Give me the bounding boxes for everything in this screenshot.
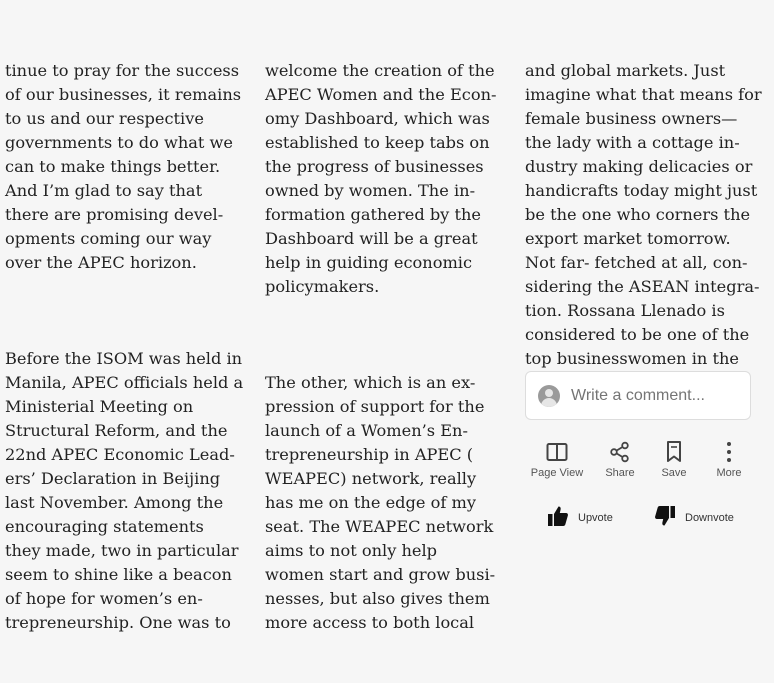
save-label: Save — [661, 467, 687, 479]
downvote-label: Downvote — [685, 511, 734, 524]
paragraph: The other, which is an ex- pression of support for the launch of a Women’s En- trepreneurship in APEC ( WEAPEC) network, really has me on the edge of my seat. The WEAPEC network aims to not only help women start and grow busi- nesses, but also gives them more access to both local — [265, 373, 496, 632]
action-bar — [525, 439, 755, 483]
comment-placeholder: Write a comment... — [571, 386, 705, 404]
avatar — [538, 385, 560, 407]
more-vertical-icon — [697, 439, 761, 465]
article-column-1 — [5, 11, 244, 683]
comment-input[interactable] — [525, 371, 751, 420]
paragraph: tinue to pray for the success of our businesses, it remains to us and our respective governments to do what we can to make things better. And I’m glad to say that there are promising devel- opments coming our way over the APEC horizon. — [5, 61, 242, 272]
more-button[interactable] — [697, 439, 761, 479]
paragraph: and global markets. Just imagine what that means for female business owners— the lady with a cottage in- dustry making delicacies or handicrafts today might just be the one who corners the export market tomorrow. Not far- fetched at all, con- sidering the ASEAN integra- tion. Rossana Llenado is considered to be one of the top businesswomen in the — [525, 61, 762, 368]
paragraph: welcome the creation of the APEC Women and the Econ- omy Dashboard, which was established to keep tabs on the progress of businesses owned by women. The in- formation gathered by the Dashboard will be a great help in guiding economic policymakers. — [265, 61, 497, 296]
paragraph: Before the ISOM was held in Manila, APEC officials held a Ministerial Meeting on Structural Reform, and the 22nd APEC Economic Lead- ers’ Declaration in Beijing last November. Among the encouraging statements they made, two in particular seem to shine like a beacon of hope for women’s en- trepreneurship. One was to — [5, 349, 244, 632]
downvote-button[interactable] — [654, 505, 734, 530]
thumbs-down-icon — [654, 505, 676, 530]
upvote-label: Upvote — [578, 511, 613, 524]
article-column-2 — [265, 11, 497, 683]
page-view-label: Page View — [530, 467, 584, 479]
book-open-icon — [525, 439, 589, 465]
vote-bar — [547, 505, 767, 533]
upvote-button[interactable] — [547, 505, 613, 530]
more-label: More — [716, 467, 742, 479]
thumbs-up-icon — [547, 505, 569, 530]
page-view-button[interactable] — [525, 439, 589, 479]
share-label: Share — [605, 467, 635, 479]
